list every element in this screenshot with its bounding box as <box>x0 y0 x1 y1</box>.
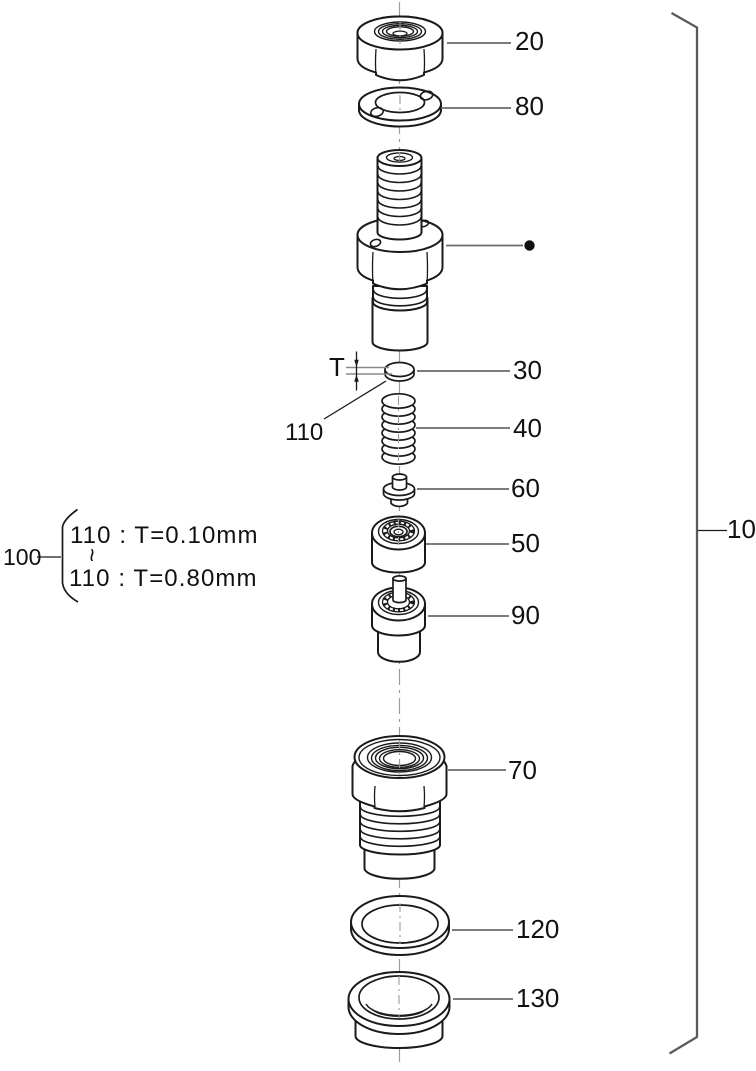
part-80 <box>359 88 441 127</box>
leader-line-110 <box>324 381 386 419</box>
thickness-note-block <box>37 510 259 603</box>
dim-arrow-down <box>354 360 359 367</box>
part-number-60: 60 <box>511 473 540 503</box>
bullet-marker <box>524 240 534 250</box>
part-number-70: 70 <box>508 755 537 785</box>
part-60 <box>384 474 415 506</box>
part-number-120: 120 <box>516 914 560 944</box>
group-number-100: 100 <box>3 544 42 570</box>
note-line-1: 110 : T=0.10mm <box>70 522 259 549</box>
part-number-50: 50 <box>511 528 540 558</box>
part-number-30: 30 <box>513 355 542 385</box>
note-range-symbol: ~ <box>78 548 105 564</box>
part-90 <box>372 576 425 662</box>
part-number-90: 90 <box>511 600 540 630</box>
part-number-20: 20 <box>515 26 544 56</box>
part-number-80: 80 <box>515 91 544 121</box>
part-70 <box>353 736 447 879</box>
part-number-110: 110 <box>285 419 324 446</box>
assembly-bracket <box>670 13 698 1054</box>
note-line-2: 110 : T=0.80mm <box>69 565 258 592</box>
part-number-130: 130 <box>516 983 560 1013</box>
assembly-number-10: 10 <box>727 514 756 544</box>
thickness-symbol: T <box>329 352 345 382</box>
part-30 <box>385 363 414 382</box>
part-body <box>358 150 443 351</box>
dim-arrow-up <box>354 375 359 382</box>
part-number-40: 40 <box>513 413 542 443</box>
